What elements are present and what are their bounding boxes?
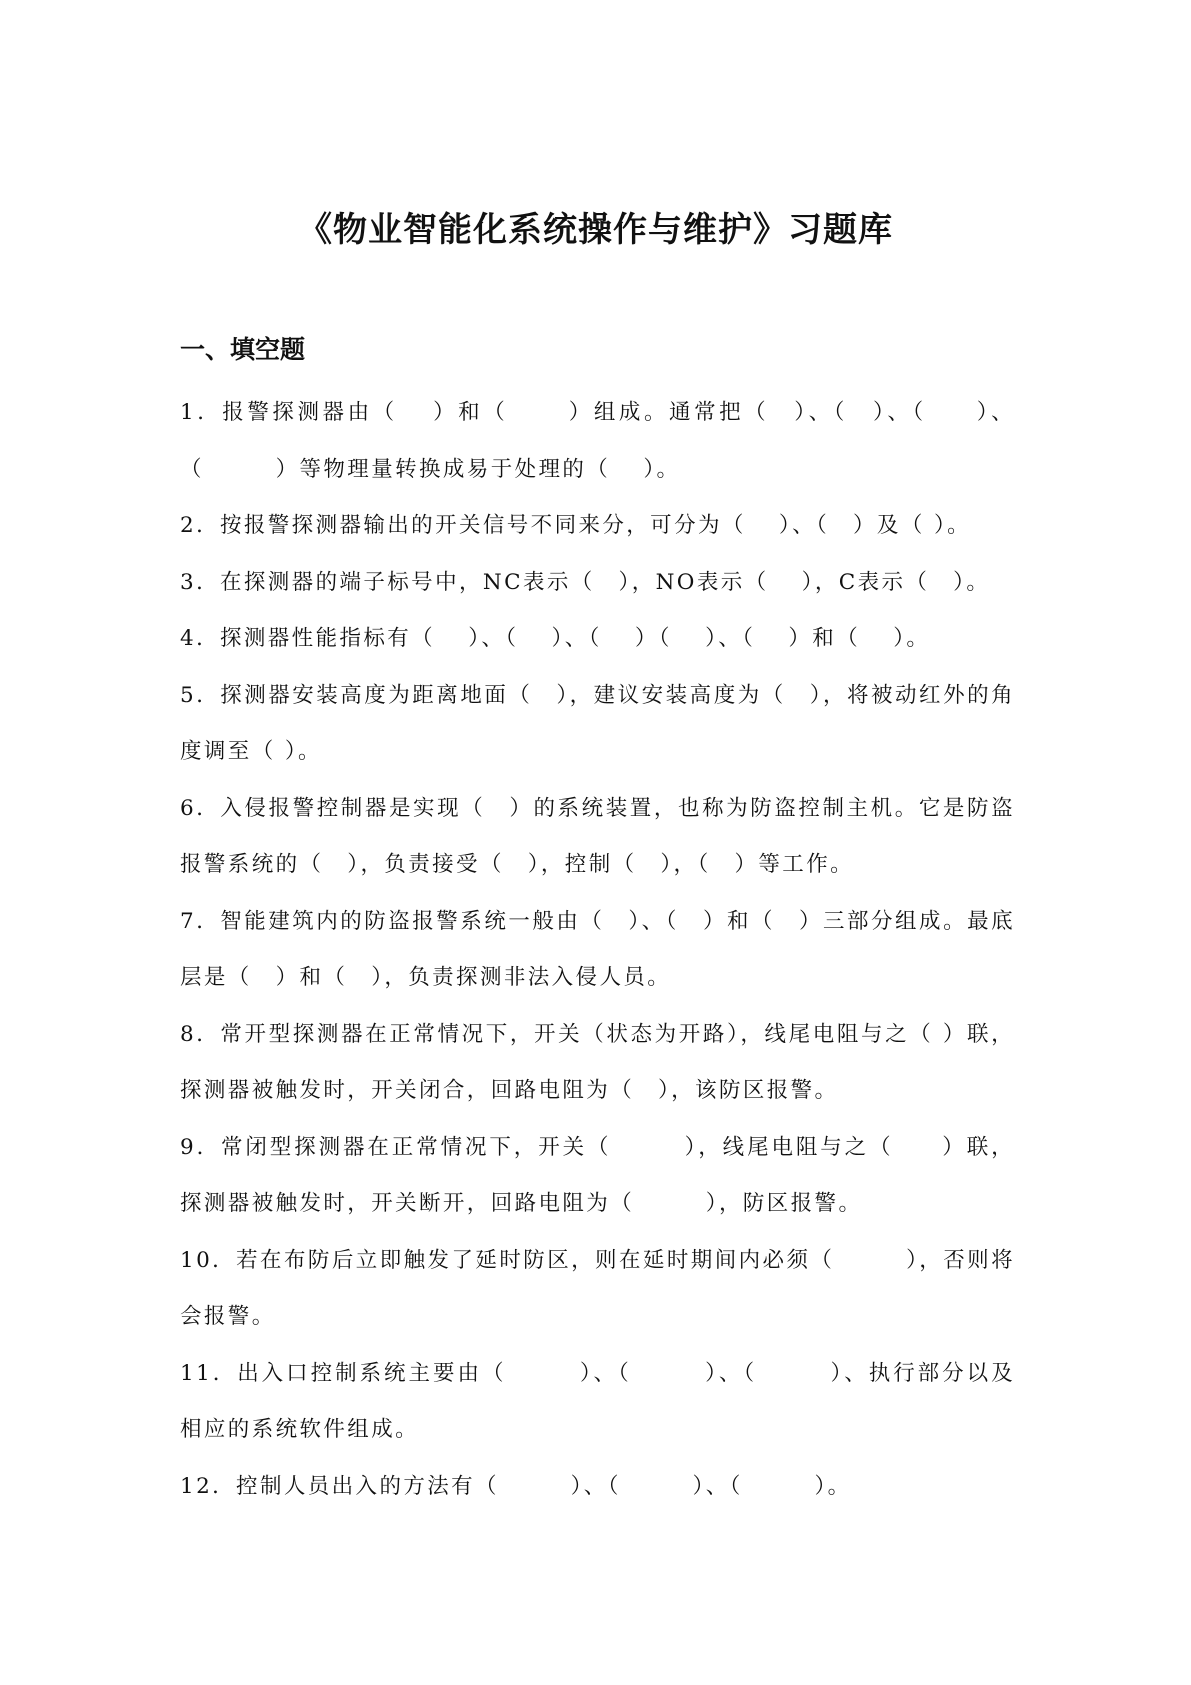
question-item: 3．在探测器的端子标号中，NC表示（ ），NO表示（ ），C表示（ ）。 [180, 569, 991, 595]
question-item: 10．若在布防后立即触发了延时防区，则在延时期间内必须（ ），否则将会报警。 [180, 1247, 1015, 1329]
question-item: 2．按报警探测器输出的开关信号不同来分，可分为（ ）、（ ）及（ ）。 [180, 513, 972, 538]
question-list [180, 385, 1015, 1515]
question-item: 9．常闭型探测器在正常情况下，开关（ ），线尾电阻与之（ ）联，探测器被触发时，开关断开，回路电阻为（ ），防区报警。 [180, 1134, 1015, 1216]
question-item: 7．智能建筑内的防盗报警系统一般由（ ）、（ ）和（ ）三部分组成。最底层是（ ）和（ ），负责探测非法入侵人员。 [180, 908, 1015, 990]
question-item: 5．探测器安装高度为距离地面（ ），建议安装高度为（ ），将被动红外的角度调至（ ）。 [180, 682, 1015, 764]
question-item: 8．常开型探测器在正常情况下，开关（状态为开路），线尾电阻与之（ ）联，探测器被触发时，开关闭合，回路电阻为（ ），该防区报警。 [180, 1021, 1015, 1103]
document-title: 《物业智能化系统操作与维护》习题库 [298, 210, 893, 250]
question-item: 1．报警探测器由（ ）和（ ）组成。通常把（ ）、（ ）、（ ）、（ ）等物理量转换成易于处理的（ ）。 [180, 400, 1015, 482]
question-item: 11．出入口控制系统主要由（ ）、（ ）、（ ）、执行部分以及相应的系统软件组成。 [180, 1360, 1015, 1442]
section-heading-fill-in-blank: 一、填空题 [180, 335, 306, 364]
question-item: 12．控制人员出入的方法有（ ）、（ ）、（ ）。 [180, 1473, 852, 1499]
question-item: 4．探测器性能指标有（ ）、（ ）、（ ）（ ）、（ ）和（ ）。 [180, 626, 931, 651]
question-item: 6．入侵报警控制器是实现（ ）的系统装置，也称为防盗控制主机。它是防盗报警系统的（ ），负责接受（ ），控制（ ），（ ）等工作。 [180, 795, 1015, 877]
